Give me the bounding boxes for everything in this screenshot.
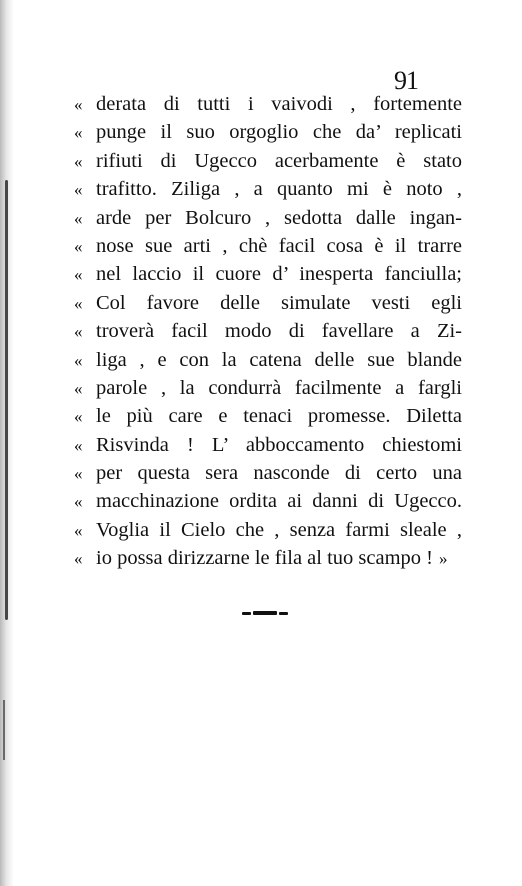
line-quote-mark: « (74, 435, 83, 455)
text-line (70, 90, 462, 118)
line-quote-mark: « (74, 95, 83, 114)
line-quote-mark: « (74, 407, 83, 427)
line-text: troverà facil modo di favellare a Zi- (96, 320, 462, 343)
line-text: liga , e con la catena delle sue blande (96, 348, 462, 371)
text-line (70, 487, 462, 515)
line-quote-mark: « (74, 378, 83, 398)
line-quote-mark: « (74, 180, 83, 200)
line-text: Risvinda ! L’ abboccamento chiestomi (96, 433, 462, 456)
page-number: 91 (394, 66, 418, 95)
line-quote-mark: « (74, 464, 83, 484)
line-text: le più care e tenaci promesse. Diletta (96, 405, 462, 428)
line-quote-mark: « (74, 549, 83, 569)
ornament-dash-right (279, 612, 288, 615)
text-line (70, 147, 462, 175)
line-text: nose sue arti , chè facil cosa è il trarre (96, 234, 462, 257)
line-quote-mark: « (74, 492, 83, 512)
binding-edge-mark (5, 180, 8, 620)
text-line (70, 204, 462, 232)
line-text: punge il suo orgoglio che da’ replicati (96, 121, 462, 144)
text-line (70, 346, 462, 374)
line-quote-mark: « (74, 208, 83, 228)
line-quote-mark: « (74, 322, 83, 342)
line-quote-mark: « (74, 123, 83, 143)
text-line (70, 232, 462, 260)
final-line-words: io possa dirizzarne le fila al tuo scampo ! (96, 547, 433, 570)
closing-quote-mark: » (439, 549, 448, 569)
line-quote-mark: « (74, 265, 83, 285)
text-line (70, 544, 462, 572)
text-line (70, 118, 462, 146)
line-text: macchinazione ordita ai danni di Ugecco. (96, 490, 462, 513)
line-text: nel laccio il cuore d’ inesperta fanciulla; (96, 263, 462, 286)
line-text: derata di tutti i vaivodi , fortemente (96, 93, 462, 115)
line-text: trafitto. Ziliga , a quanto mi è noto , (96, 178, 462, 201)
line-text: Voglia il Cielo che , senza farmi sleale , (96, 518, 462, 541)
line-quote-mark: « (74, 151, 83, 171)
line-quote-mark: « (74, 520, 83, 540)
text-line (70, 516, 462, 544)
text-line (70, 459, 462, 487)
body-text (70, 90, 462, 573)
line-quote-mark: « (74, 236, 83, 256)
text-line (70, 175, 462, 203)
text-line (70, 289, 462, 317)
text-line (70, 260, 462, 288)
text-line (70, 374, 462, 402)
line-text: arde per Bolcuro , sedotta dalle ingan- (96, 206, 462, 229)
line-text: per questa sera nasconde di certo una (96, 462, 462, 485)
ornament-dash-center (253, 611, 277, 615)
line-text: parole , la condurrà facilmente a fargli (96, 376, 462, 399)
line-text-final (96, 544, 462, 573)
binding-edge-mark-lower (3, 700, 5, 760)
line-text: rifiuti di Ugecco acerbamente è stato (96, 149, 462, 172)
text-line (70, 317, 462, 345)
ornament-dash-left (242, 612, 251, 615)
text-line (70, 402, 462, 430)
line-quote-mark: « (74, 350, 83, 370)
end-ornament (242, 610, 288, 616)
text-line (70, 431, 462, 459)
line-text: Col favore delle simulate vesti egli (96, 291, 462, 314)
line-quote-mark: « (74, 293, 83, 313)
